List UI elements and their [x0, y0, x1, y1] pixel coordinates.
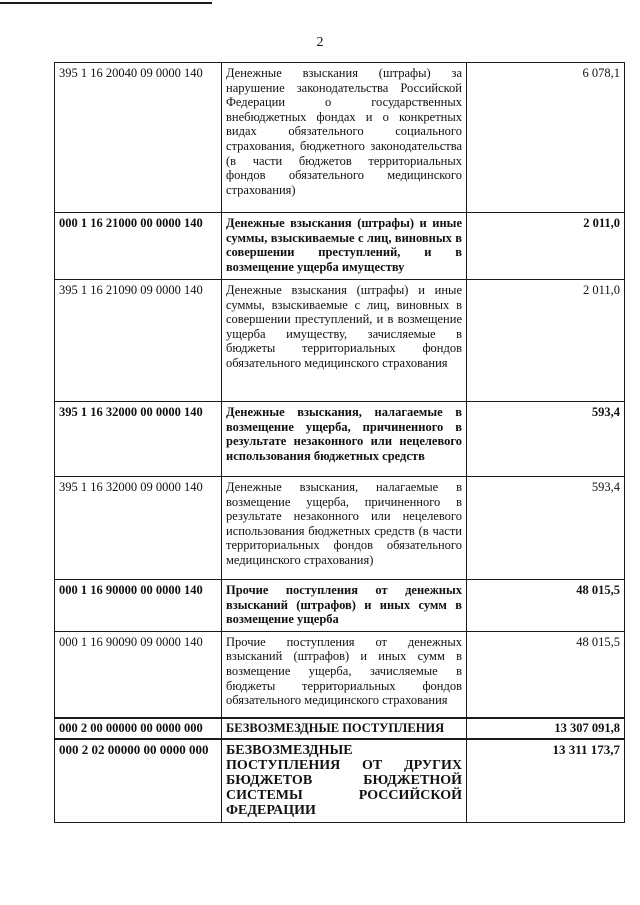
row-amount: 6 078,1 — [467, 63, 625, 213]
row-amount: 2 011,0 — [467, 280, 625, 402]
row-amount: 2 011,0 — [467, 213, 625, 280]
row-amount: 48 015,5 — [467, 580, 625, 632]
budget-code: 000 1 16 90090 09 0000 140 — [55, 631, 222, 718]
table-row — [55, 580, 625, 632]
row-amount: 48 015,5 — [467, 631, 625, 718]
row-description: БЕЗВОЗМЕЗДНЫЕ ПОСТУПЛЕНИЯ — [222, 718, 467, 739]
table-row — [55, 631, 625, 718]
header-rule — [0, 2, 212, 4]
table-row — [55, 63, 625, 213]
budget-code: 395 1 16 20040 09 0000 140 — [55, 63, 222, 213]
row-description: Денежные взыскания, налагаемые в возмещение ущерба, причиненного в результате незаконного или нецелевого использования бюджетных средств — [222, 402, 467, 477]
section-total-row — [55, 739, 625, 823]
row-description: Прочие поступления от денежных взысканий (штрафов) и иных сумм в возмещение ущерба, зачисляемые в бюджеты территориальных фондов обязательного медицинского страхования — [222, 631, 467, 718]
row-amount: 593,4 — [467, 477, 625, 580]
table-row — [55, 213, 625, 280]
budget-code: 000 2 00 00000 00 0000 000 — [55, 718, 222, 739]
row-description: Денежные взыскания, налагаемые в возмещение ущерба, причиненного в результате незаконного или нецелевого использования бюджетных средств (в части территориальных фондов обязательного медицинского страхования) — [222, 477, 467, 580]
table-row — [55, 280, 625, 402]
budget-code: 000 1 16 21000 00 0000 140 — [55, 213, 222, 280]
row-description: Денежные взыскания (штрафы) и иные суммы, взыскиваемые с лиц, виновных в совершении преступлений, и в возмещение ущерба имуществу — [222, 213, 467, 280]
budget-code: 395 1 16 32000 09 0000 140 — [55, 477, 222, 580]
section-total-row — [55, 718, 625, 739]
row-description: Прочие поступления от денежных взысканий (штрафов) и иных сумм в возмещение ущерба — [222, 580, 467, 632]
budget-code: 395 1 16 32000 00 0000 140 — [55, 402, 222, 477]
table-row — [55, 402, 625, 477]
budget-code: 000 2 02 00000 00 0000 000 — [55, 739, 222, 823]
row-amount: 13 311 173,7 — [467, 739, 625, 823]
row-amount: 13 307 091,8 — [467, 718, 625, 739]
page-number: 2 — [316, 35, 324, 50]
row-description: Денежные взыскания (штрафы) и иные суммы, взыскиваемые с лиц, виновных в совершении преступлений, и в возмещение ущерба имуществу, зачисляемые в бюджеты территориальных фондов обязательного медицинского страхования — [222, 280, 467, 402]
row-description: Денежные взыскания (штрафы) за нарушение законодательства Российской Федерации о государственных внебюджетных фондах и о конкретных видах обязательного социального страхования, бюджетного законодательства (в части бюджетов территориальных фондов обязательного медицинского страхования) — [222, 63, 467, 213]
row-amount: 593,4 — [467, 402, 625, 477]
table-row — [55, 477, 625, 580]
budget-code: 395 1 16 21090 09 0000 140 — [55, 280, 222, 402]
revenue-table — [54, 62, 625, 823]
row-description: БЕЗВОЗМЕЗДНЫЕ ПОСТУПЛЕНИЯ ОТ ДРУГИХ БЮДЖЕТОВ БЮДЖЕТНОЙ СИСТЕМЫ РОССИЙСКОЙ ФЕДЕРАЦИИ — [222, 739, 467, 823]
budget-code: 000 1 16 90000 00 0000 140 — [55, 580, 222, 632]
